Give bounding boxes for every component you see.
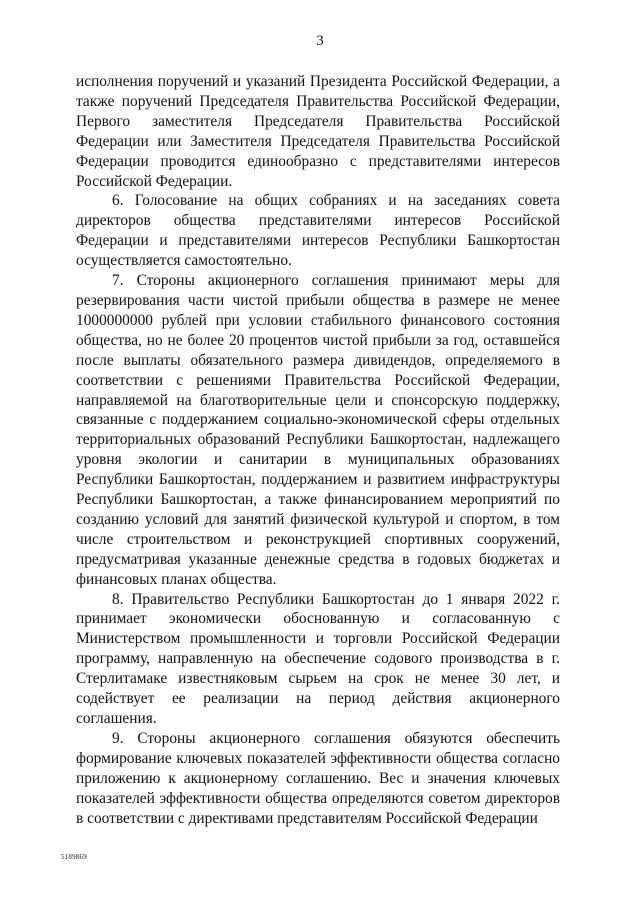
paragraph-7: 7. Стороны акционерного соглашения принимают меры для резервирования части чистой прибыли общества в размере не менее 1000000000 рублей при условии стабильного финансового состояния общества, но не более 20 процентов чистой прибыли за год, оставшейся после выплаты обязательного размера дивидендов, определяемого в соответствии с решениями Правительства Российской Федерации, направляемой на благотворительные цели и спонсорскую поддержку, связанные с поддержанием социально-экономической сферы отдельных территориальных образований Республики Башкортостан, надлежащего уровня экологии и санитарии в муниципальных образованиях Республики Башкортостан, поддержанием и развитием инфраструктуры Республики Башкортостан, а также финансированием мероприятий по созданию условий для занятий физической культурой и спортом, в том числе строительством и реконструкцией спортивных сооружений, предусматривая указанные денежные средства в годовых бюджетах и финансовых планах общества. xyxy=(76,272,560,588)
page-number: 3 xyxy=(316,33,324,49)
document-code: 5189869 xyxy=(61,853,87,861)
paragraph-9: 9. Стороны акционерного соглашения обязуются обеспечить формирование ключевых показателей эффективности общества согласно приложению к акционерному соглашению. Вес и значения ключевых показателей эффективности общества определяются советом директоров в соответствии с директивами представителям Российской Федерации xyxy=(76,729,560,827)
paragraph-8: 8. Правительство Республики Башкортостан до 1 января 2022 г. принимает экономически обоснованную и согласованную с Министерством промышленности и торговли Российской Федерации программу, направленную на обеспечение содового производства в г. Стерлитамаке известняковым сырьем на срок не менее 30 лет, и содействует ее реализации на период действия акционерного соглашения. xyxy=(76,590,560,727)
paragraph-continuation: исполнения поручений и указаний Президента Российской Федерации, а также поручений Председателя Правительства Российской Федерации, Первого заместителя Председателя Правительства Российской Федерации или Заместителя Председателя Правительства Российской Федерации проводится единообразно с представителями интересов Российской Федерации. xyxy=(76,73,560,190)
document-body xyxy=(76,72,560,828)
paragraph-6: 6. Голосование на общих собраниях и на заседаниях совета директоров общества представителями интересов Российской Федерации и представителями интересов Республики Башкортостан осуществляется самостоятельно. xyxy=(76,192,560,270)
